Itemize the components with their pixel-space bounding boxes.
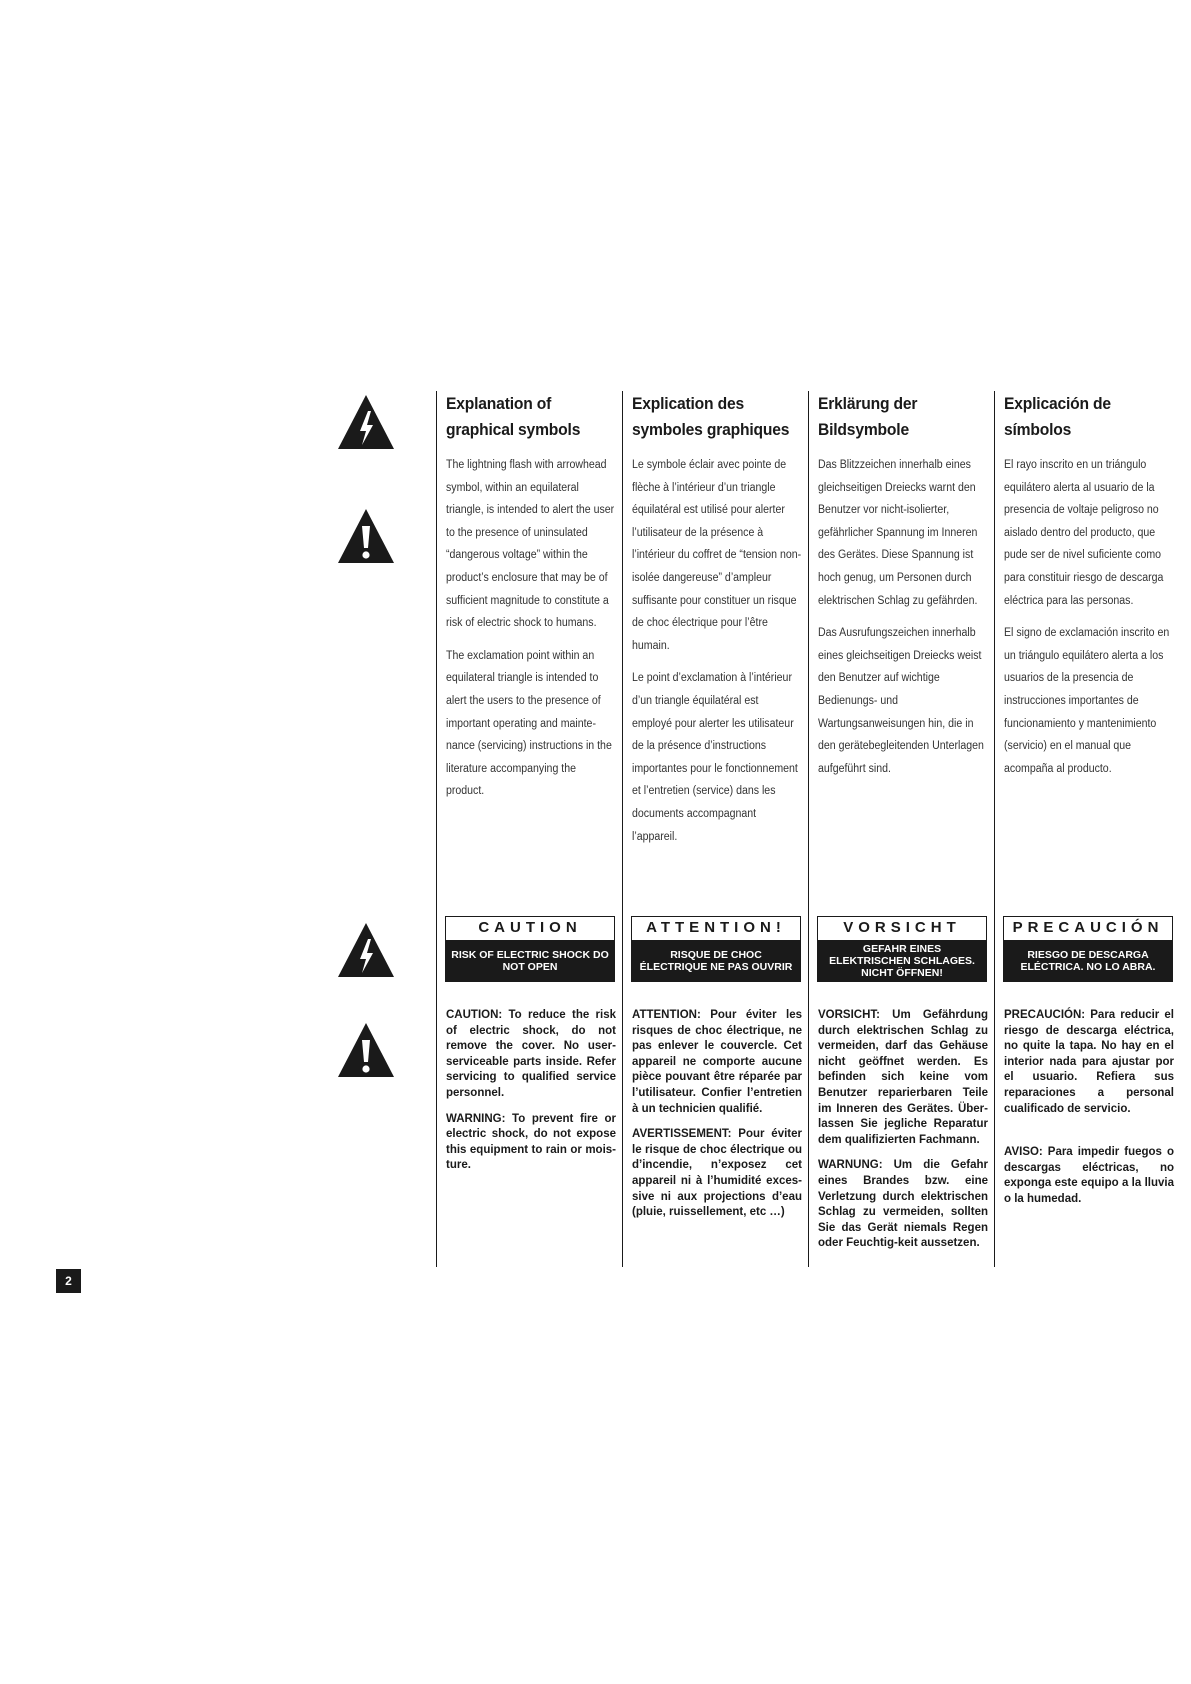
warning-text (1004, 1008, 1174, 1218)
paragraph: The lightning flash with arrowhead symbol, within an equilateral triangle, is intended to alert the user to the presence of uninsulated “dangerous voltage” within the product’s enclosure that may be of sufficient magnitude to constitute a risk of electric shock to humans. (446, 459, 615, 630)
symbol-explanation (446, 454, 615, 813)
column-heading: Erklärung der Bildsymbole (818, 394, 918, 439)
paragraph: Das Blitzzeichen innerhalb eines gleichseitigen Dreiecks warnt den Benutzer vor nicht-isolierter, gefährlicher Spannung im Inneren des Gerätes. Diese Spannung ist hoch genug, um Personen durch elektrischen Schlag zu gefährden. (818, 459, 978, 607)
warning-paragraph: PRECAUCIÓN: Para reducir el riesgo de descarga eléctrica, no quite la tapa. No hay en el interior nada para ajustar por el usuario. Refiera sus reparaciones a personal cualificado de servicio. (1004, 1009, 1174, 1115)
warning-paragraph: VORSICHT: Um Gefährdung durch elektrischen Schlag zu vermeiden, darf das Gehäuse nicht geöffnet werden. Es befinden sich keine vom Benutzer reparierbaren Teile im Inneren des Gerätes. Über-lassen Sie jegliche Reparatur dem qualifizierten Fachmann. (818, 1009, 988, 1146)
caution-title: VORSICHT (843, 919, 961, 936)
caution-subtitle: RISQUE DE CHOC ÉLECTRIQUE NE PAS OUVRIR (632, 940, 800, 981)
caution-label (631, 916, 801, 982)
column-german (808, 391, 994, 1267)
lightning-triangle-icon (337, 922, 395, 978)
column-heading: Explication des symboles graphiques (632, 394, 790, 439)
column-english (436, 391, 622, 1267)
warning-paragraph: WARNING: To prevent fire or electric shock, do not expose this equipment to rain or mois-ture. (446, 1112, 616, 1172)
caution-label (445, 916, 615, 982)
paragraph: The exclamation point within an equilateral triangle is intended to alert the users to the presence of important operating and mainte-nance (servicing) instructions in the literature accompanying the product. (446, 649, 612, 798)
warning-paragraph: ATTENTION: Pour éviter les risques de choc électrique, ne pas enlever le couvercle. Cet appareil ne comporte aucune pièce pouvant être réparée par l’utilisateur. Confier l’entretien à un technicien qualifié. (632, 1009, 802, 1115)
page-number: 2 (56, 1269, 81, 1293)
warning-text (818, 1008, 988, 1262)
warning-text (446, 1008, 616, 1184)
paragraph: Das Ausrufungszeichen innerhalb eines gleichseitigen Dreiecks weist den Benutzer auf wichtige Bedienungs- und Wartungsanweisungen hin, die in den gerätebegleitenden Unterlagen aufgeführt sind. (818, 627, 984, 775)
paragraph: Le point d’exclamation à l’intérieur d’un triangle équilatéral est employé pour alerter les utilisateur de la présence d’instructions importantes pour le fonctionnement et l’entretien (service) dans les documents accompagnant l’appareil. (632, 672, 798, 843)
column-heading: Explanation of graphical symbols (446, 394, 581, 439)
paragraph: El signo de exclamación inscrito en un triángulo equilátero alerta a los usuarios de la presencia de instrucciones importantes de funcionamiento y mantenimiento (servicio) en el manual que acompaña al producto. (1004, 627, 1170, 775)
column-french (622, 391, 808, 1267)
warning-paragraph: CAUTION: To reduce the risk of electric shock, do not remove the cover. No user-serviceable parts inside. Refer servicing to qualified service personnel. (446, 1009, 616, 1099)
caution-subtitle: GEFAHR EINES ELEKTRISCHEN SCHLAGES. NICHT ÖFFNEN! (818, 940, 986, 981)
paragraph: Le symbole éclair avec pointe de flèche à l’intérieur d’un triangle équilatéral est utilisé pour alerter l’utilisateur de la présence à l’intérieur du coffret de “tension non-isolée dangereuse” d’ampleur suffisante pour constituer un risque de choc électrique pour l’être humain. (632, 459, 802, 652)
lightning-triangle-icon (337, 394, 395, 450)
caution-title: PRECAUCIÓN (1012, 919, 1164, 936)
symbol-explanation (818, 454, 984, 790)
caution-title: CAUTION (478, 919, 582, 936)
symbol-explanation (1004, 454, 1170, 790)
warning-text (632, 1008, 802, 1231)
warning-paragraph: AVERTISSEMENT: Pour éviter le risque de choc électrique ou d’incendie, n’exposez cet appareil ni à l’humidité exces-sive ni aux projections d’eau (pluie, ruissellement, etc …) (632, 1128, 802, 1219)
caution-subtitle: RISK OF ELECTRIC SHOCK DO NOT OPEN (446, 940, 614, 981)
warning-paragraph: WARNUNG: Um die Gefahr eines Brandes bzw. eine Verletzung durch elektrischen Schlag zu vermeiden, sollten Sie das Gerät niemals Regen oder Feuchtig-keit aussetzen. (818, 1159, 988, 1250)
symbol-explanation (632, 454, 802, 858)
exclamation-triangle-icon (337, 508, 395, 564)
caution-label (1003, 916, 1173, 982)
caution-title: ATTENTION! (646, 919, 786, 936)
column-heading: Explicación de símbolos (1004, 394, 1111, 439)
warning-paragraph: AVISO: Para impedir fuegos o descargas eléctricas, no exponga este equipo a la lluvia o la humedad. (1004, 1146, 1174, 1205)
column-spanish (994, 391, 1180, 1267)
caution-label (817, 916, 987, 982)
exclamation-triangle-icon (337, 1022, 395, 1078)
caution-subtitle: RIESGO DE DESCARGA ELÉCTRICA. NO LO ABRA. (1004, 940, 1172, 981)
paragraph: El rayo inscrito en un triángulo equilátero alerta al usuario de la presencia de voltaje peligroso no aislado dentro del producto, que pude ser de nivel suficiente como para constituir riesgo de descarga eléctrica para las personas. (1004, 459, 1164, 607)
